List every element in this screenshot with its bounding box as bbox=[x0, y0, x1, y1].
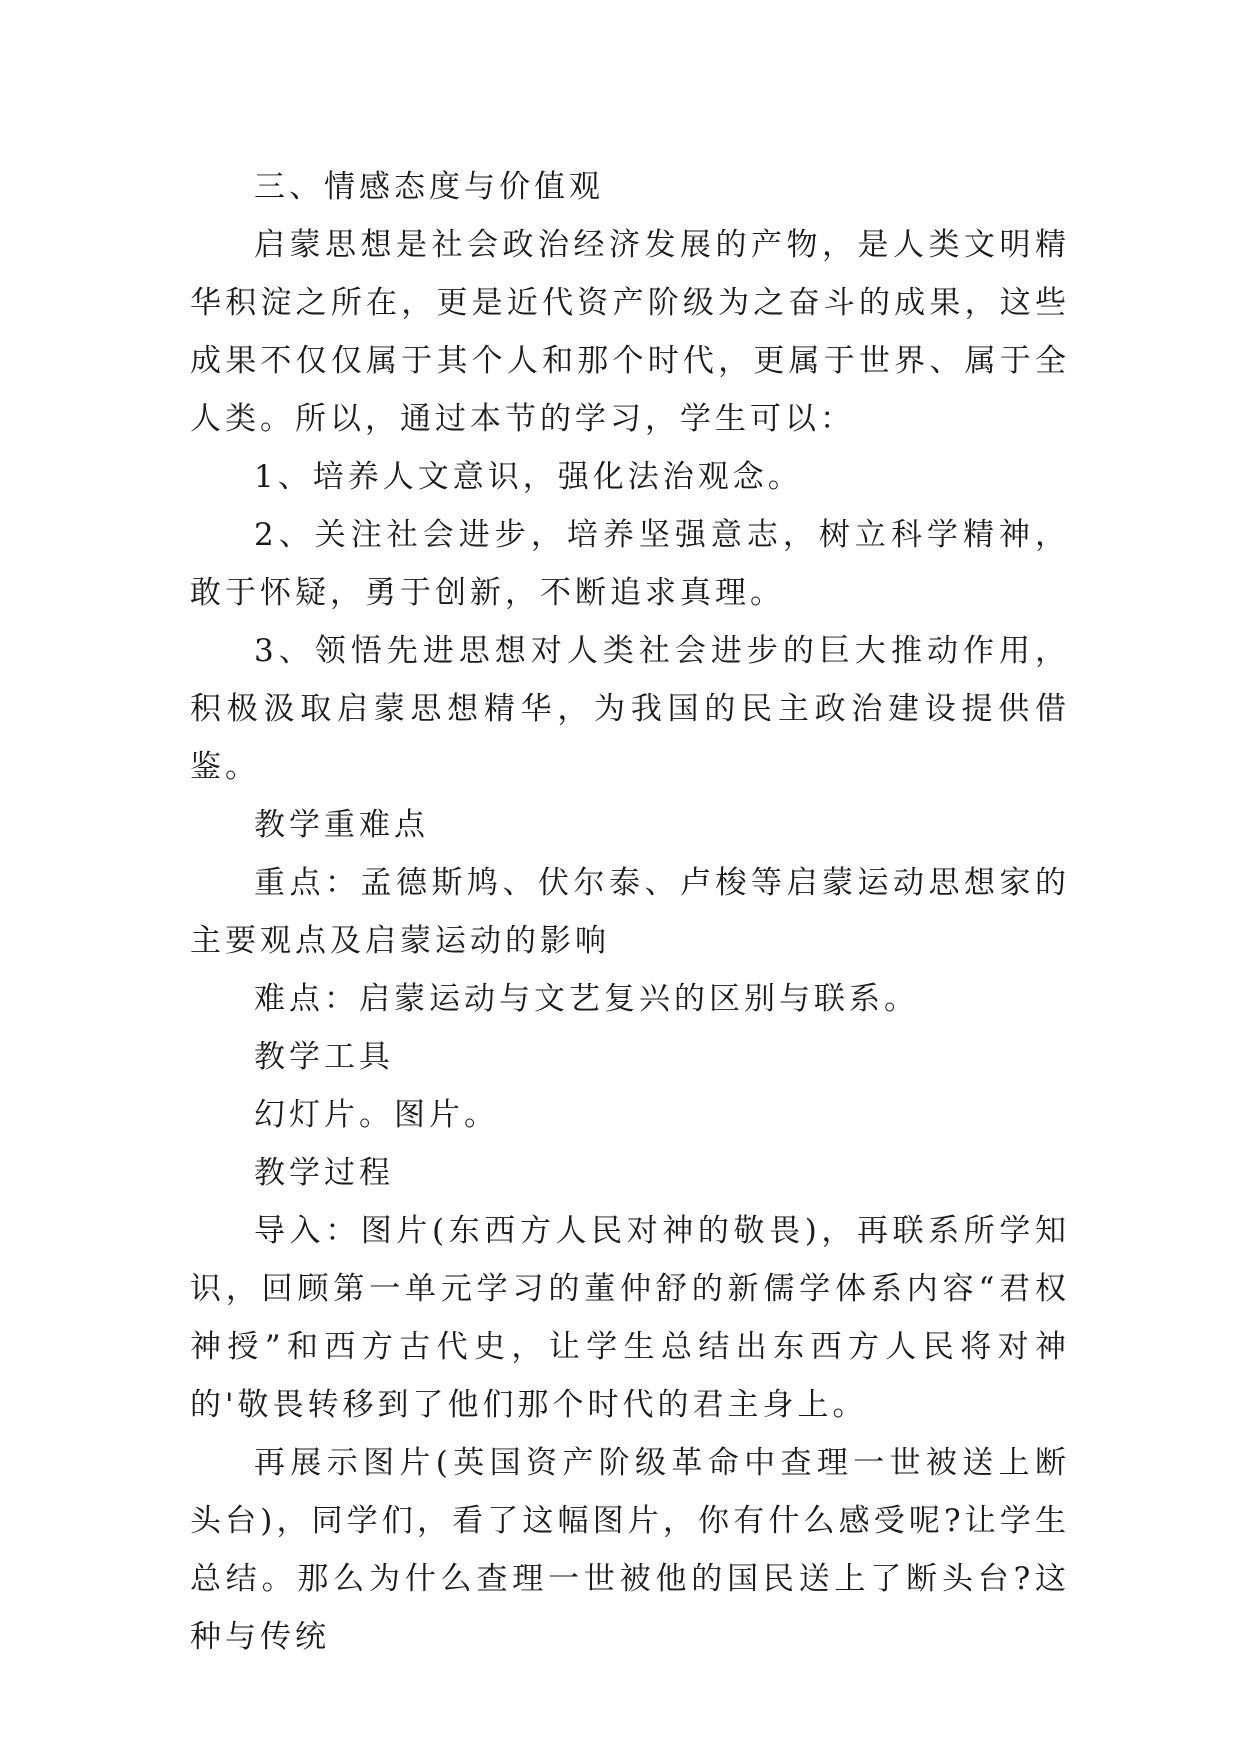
key-points: 重点：孟德斯鸠、伏尔泰、卢梭等启蒙运动思想家的主要观点及启蒙运动的影响 bbox=[190, 865, 1070, 959]
list-item-2: 2、关注社会进步，培养坚强意志，树立科学精神，敢于怀疑，勇于创新，不断追求真理。 bbox=[190, 517, 1070, 611]
list-item-3: 3、领悟先进思想对人类社会进步的巨大推动作用，积极汲取启蒙思想精华，为我国的民主政治建设提供借鉴。 bbox=[190, 633, 1070, 785]
paragraph-introduction: 导入：图片(东西方人民对神的敬畏)，再联系所学知识，回顾第一单元学习的董仲舒的新儒学体系内容“君权神授”和西方古代史，让学生总结出东西方人民将对神的'敬畏转移到了他们那个时代的君主身上。 bbox=[190, 1213, 1070, 1423]
heading-teaching-tools: 教学工具 bbox=[254, 1039, 394, 1075]
difficult-points: 难点：启蒙运动与文艺复兴的区别与联系。 bbox=[254, 981, 919, 1017]
heading-emotion-values: 三、情感态度与价值观 bbox=[254, 169, 604, 205]
teaching-tools: 幻灯片。图片。 bbox=[254, 1097, 499, 1133]
list-item-1: 1、培养人文意识，强化法治观念。 bbox=[254, 459, 803, 495]
heading-key-difficult-points: 教学重难点 bbox=[254, 807, 429, 843]
document-page bbox=[190, 158, 1070, 1666]
heading-teaching-process: 教学过程 bbox=[254, 1155, 394, 1191]
paragraph-charles-i: 再展示图片(英国资产阶级革命中查理一世被送上断头台)，同学们，看了这幅图片，你有什么感受呢?让学生总结。那么为什么查理一世被他的国民送上了断头台?这种与传统 bbox=[190, 1445, 1070, 1655]
paragraph-enlightenment-intro: 启蒙思想是社会政治经济发展的产物，是人类文明精华积淀之所在，更是近代资产阶级为之奋斗的成果，这些成果不仅仅属于其个人和那个时代，更属于世界、属于全人类。所以，通过本节的学习，学生可以： bbox=[190, 227, 1070, 437]
